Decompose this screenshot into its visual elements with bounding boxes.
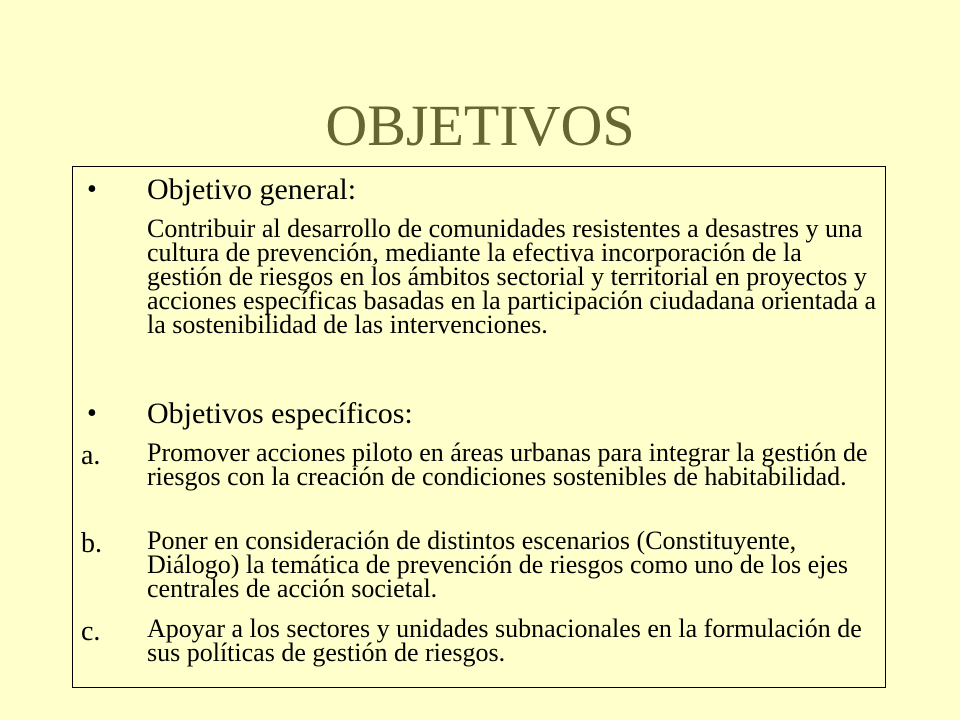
general-objective-heading: Objetivo general: xyxy=(147,173,357,206)
specific-item-b-text: Poner en consideración de distintos escenarios (Constituyente, Diálogo) la temática de prevención de riesgos como uno de los ejes centrales de acción societal. xyxy=(147,526,849,603)
specific-item-a-marker: a. xyxy=(81,440,101,471)
specific-item-a-text: Promover acciones piloto en áreas urbanas para integrar la gestión de riesgos con la creación de condiciones sostenibles de habitabilidad. xyxy=(147,438,868,491)
general-bullet: • xyxy=(87,174,97,205)
specific-objectives-heading: Objetivos específicos: xyxy=(147,397,413,430)
slide-title: OBJETIVOS xyxy=(325,93,635,158)
specific-item-b-marker: b. xyxy=(81,528,102,559)
content-box xyxy=(72,166,886,688)
general-objective-text: Contribuir al desarrollo de comunidades resistentes a desastres y una cultura de prevención, mediante la efectiva incorporación de la gestión de riesgos en los ámbitos sectorial y territorial en proyectos y acciones específicas basadas en la participación ciudadana orientada a la sostenibilidad de las intervenciones. xyxy=(147,214,877,339)
specific-item-c-text: Apoyar a los sectores y unidades subnacionales en la formulación de sus políticas de gestión de riesgos. xyxy=(147,614,862,667)
specific-bullet: • xyxy=(87,398,97,429)
specific-item-c-marker: c. xyxy=(81,616,101,647)
